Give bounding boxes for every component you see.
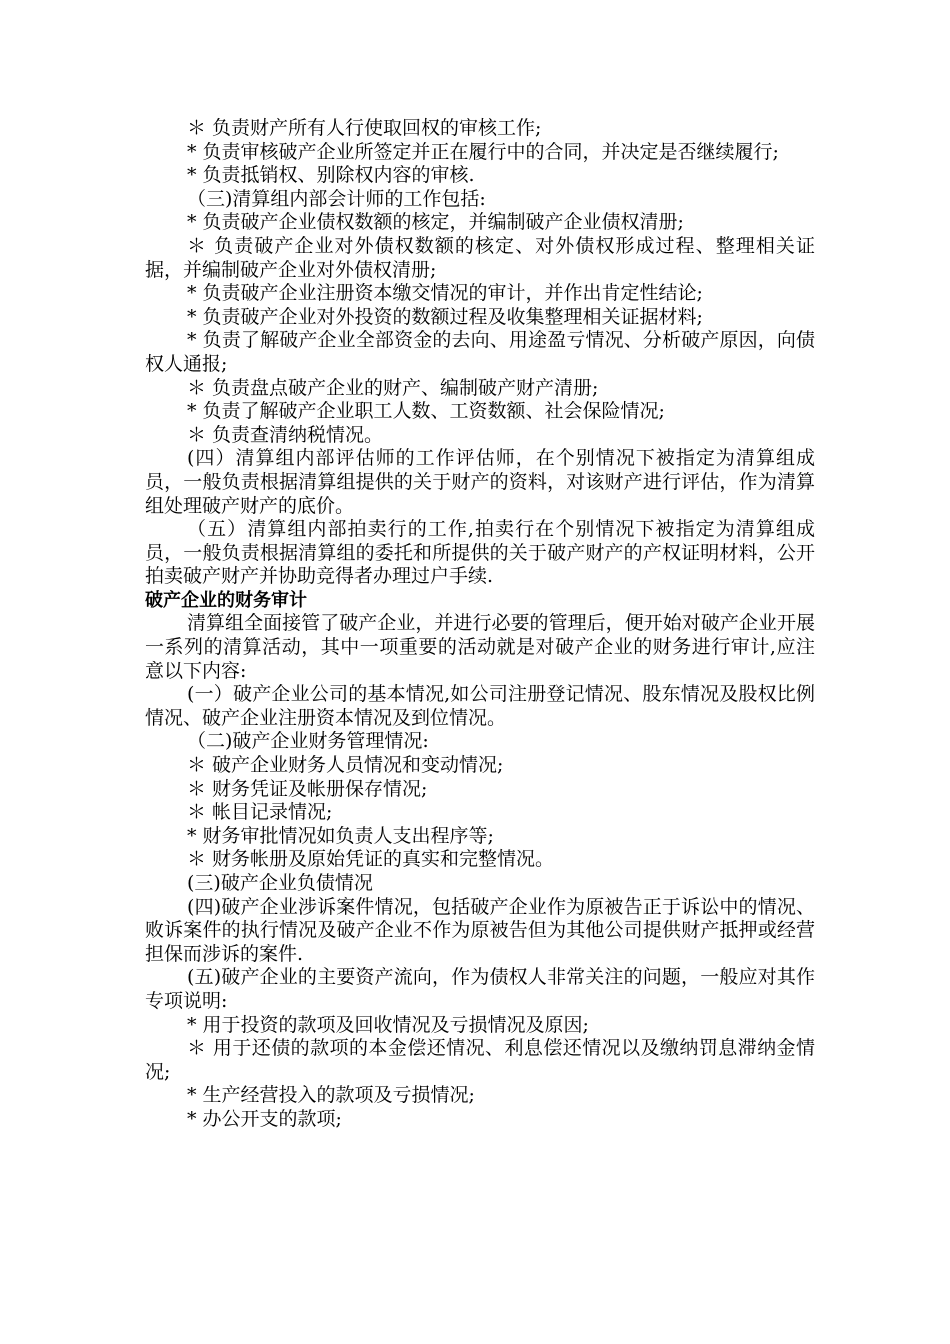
paragraph: (一）破产企业公司的基本情况,如公司注册登记情况、股东情况及股权比例情况、破产企业注册资本情况及到位情况。: [145, 683, 815, 729]
paragraph: (四)破产企业涉诉案件情况，包括破产企业作为原被告正于诉讼中的情况、败诉案件的执行情况及破产企业不作为原被告但为其他公司提供财产抵押或经营担保而涉诉的案件.: [145, 895, 815, 965]
paragraph: ＊ 负责盘点破产企业的财产、编制破产财产清册;: [187, 376, 599, 399]
paragraph: * 生产经营投入的款项及亏损情况;: [187, 1084, 475, 1107]
paragraph: * 负责抵销权、别除权内容的审核.: [187, 164, 475, 187]
paragraph: * 负责破产企业对外投资的数额过程及收集整理相关证据材料;: [187, 305, 703, 328]
paragraph: ＊ 负责财产所有人行使取回权的审核工作;: [187, 117, 542, 139]
paragraph: ＊ 负责查清纳税情况。: [187, 423, 384, 446]
paragraph: ＊ 负责破产企业对外债权数额的核定、对外债权形成过程、整理相关证据，并编制破产企业对外债权清册;: [145, 234, 815, 281]
paragraph: ＊ 财务帐册及原始凭证的真实和完整情况。: [187, 848, 555, 871]
paragraph: ＊ 帐目记录情况;: [187, 801, 333, 824]
paragraph: （三)清算组内部会计师的工作包括:: [187, 187, 486, 210]
paragraph: ＊ 破产企业财务人员情况和变动情况;: [187, 754, 504, 777]
paragraph: （五）清算组内部拍卖行的工作,拍卖行在个别情况下被指定为清算组成员，一般负责根据清算组的委托和所提供的关于破产财产的产权证明材料，公开拍卖破产财产并协助竞得者办理过户手续.: [145, 518, 815, 588]
paragraph: (四）清算组内部评估师的工作评估师，在个别情况下被指定为清算组成员，一般负责根据清算组提供的关于财产的资料，对该财产进行评估，作为清算组处理破产财产的底价。: [145, 447, 815, 517]
paragraph: * 负责破产企业注册资本缴交情况的审计，并作出肯定性结论;: [187, 282, 703, 305]
paragraph: * 负责审核破产企业所签定并正在履行中的合同，并决定是否继续履行;: [187, 140, 779, 163]
paragraph: 清算组全面接管了破产企业，并进行必要的管理后，便开始对破产企业开展一系列的清算活动，其中一项重要的活动就是对破产企业的财务进行审计,应注意以下内容:: [145, 612, 815, 682]
paragraph: ＊ 用于还债的款项的本金偿还情况、利息偿还情况以及缴纳罚息滞纳金情况;: [145, 1037, 815, 1083]
paragraph: * 财务审批情况如负责人支出程序等;: [187, 824, 494, 847]
paragraph: （二)破产企业财务管理情况:: [187, 730, 429, 753]
paragraph: (三)破产企业负债情况: [187, 872, 373, 894]
paragraph: ＊ 财务凭证及帐册保存情况;: [187, 777, 428, 800]
paragraph: * 负责了解破产企业职工人数、工资数额、社会保险情况;: [187, 400, 665, 423]
paragraph: * 负责了解破产企业全部资金的去向、用途盈亏情况、分析破产原因，向债权人通报;: [145, 329, 815, 375]
paragraph: * 负责破产企业债权数额的核定，并编制破产企业债权清册;: [187, 211, 684, 234]
paragraph: * 用于投资的款项及回收情况及亏损情况及原因;: [187, 1013, 589, 1036]
section-heading: 破产企业的财务审计: [145, 589, 307, 611]
document-body: [145, 117, 815, 1132]
paragraph: (五)破产企业的主要资产流向，作为债权人非常关注的问题，一般应对其作专项说明:: [145, 966, 815, 1012]
paragraph: * 办公开支的款项;: [187, 1107, 342, 1130]
